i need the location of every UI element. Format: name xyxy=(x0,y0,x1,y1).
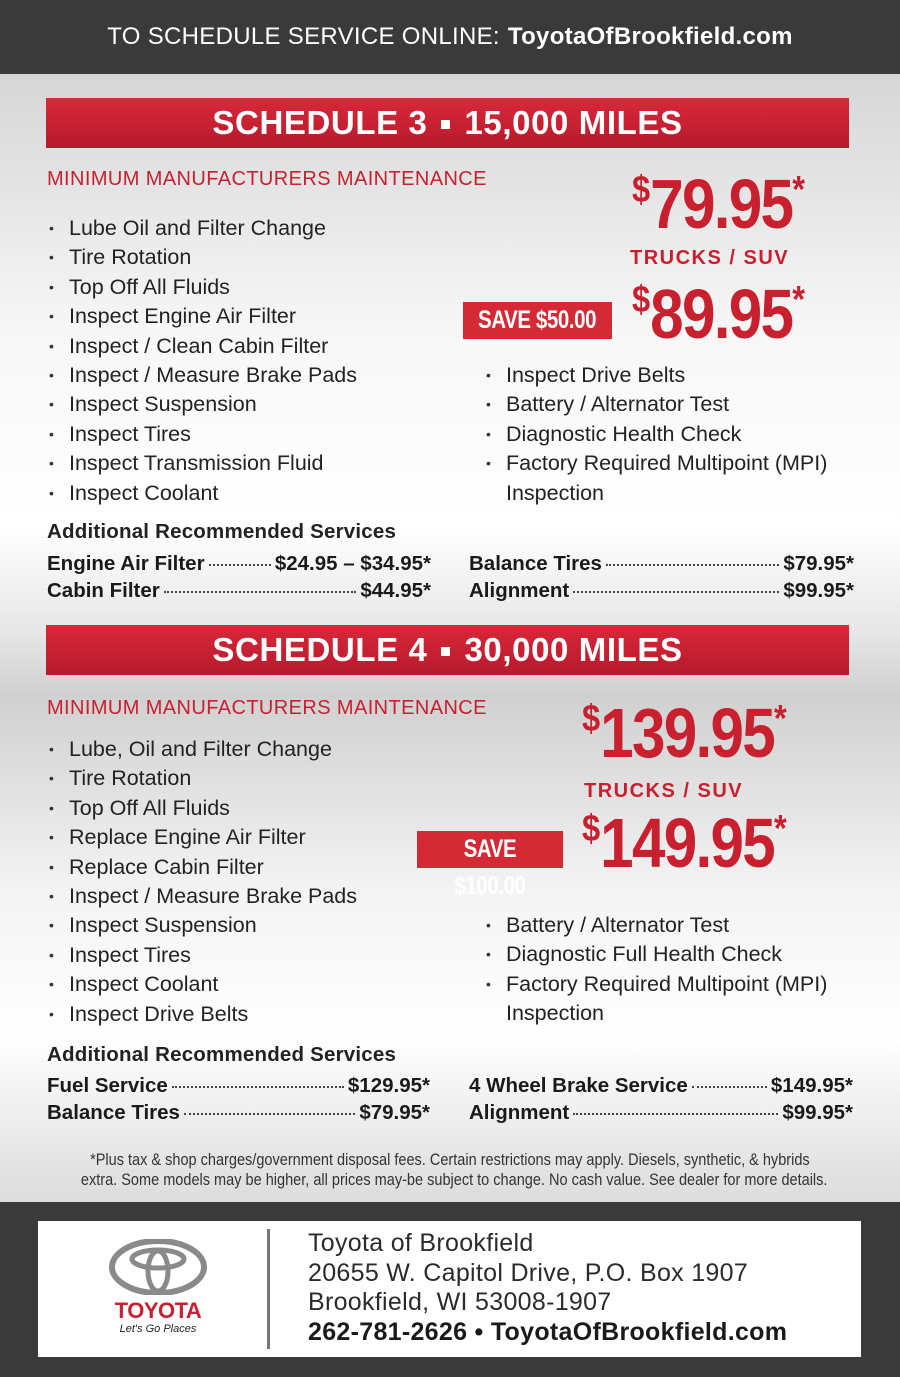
schedule-3-left-list xyxy=(47,214,467,508)
list-item: • Factory Required Multipoint (MPI) Inspection xyxy=(484,970,874,1029)
list-item: • Tire Rotation xyxy=(47,243,467,272)
list-item: • Inspect / Measure Brake Pads xyxy=(47,361,467,390)
separator-dot xyxy=(441,120,450,129)
schedule-4-left-list xyxy=(47,735,467,1029)
toyota-logo xyxy=(108,1239,208,1335)
divider xyxy=(267,1229,270,1349)
list-item: • Inspect Tires xyxy=(47,941,467,970)
service-row: Engine Air Filter $24.95 – $34.95* xyxy=(47,552,431,575)
schedule-4-title: SCHEDULE 4 xyxy=(212,631,428,668)
schedule-online-label: TO SCHEDULE SERVICE ONLINE: xyxy=(107,23,500,50)
list-item: • Inspect Suspension xyxy=(47,390,467,419)
dealer-info xyxy=(308,1229,787,1347)
list-item: • Inspect Transmission Fluid xyxy=(47,449,467,478)
service-sheet xyxy=(0,74,900,1202)
dealer-footer xyxy=(38,1221,861,1357)
schedule-3-right-list xyxy=(484,361,874,508)
list-item: • Inspect Drive Belts xyxy=(47,1000,467,1029)
schedule-4-price-car: $139.95* xyxy=(582,694,786,772)
service-row: Alignment $99.95* xyxy=(469,1101,853,1124)
schedule-4-additional-title: Additional Recommended Services xyxy=(47,1043,397,1066)
list-item: • Inspect Drive Belts xyxy=(484,361,874,390)
schedule-4-price-truck: $149.95* xyxy=(582,804,786,882)
separator-dot xyxy=(441,647,450,656)
schedule-3-price-car: $79.95* xyxy=(632,165,804,243)
schedule-3-save-badge: SAVE $50.00 xyxy=(463,302,612,339)
list-item: • Replace Engine Air Filter xyxy=(47,823,467,852)
toyota-wordmark: TOYOTA xyxy=(114,1298,202,1323)
schedule-4-right-list xyxy=(484,911,874,1029)
service-row: Cabin Filter $44.95* xyxy=(47,579,431,602)
schedule-3-additional-title: Additional Recommended Services xyxy=(47,520,397,543)
list-item: • Factory Required Multipoint (MPI) Inspection xyxy=(484,449,874,508)
schedule-3-miles: 15,000 MILES xyxy=(464,104,683,141)
dealer-address-line-1: 20655 W. Capitol Drive, P.O. Box 1907 xyxy=(308,1258,749,1287)
list-item: • Lube, Oil and Filter Change xyxy=(47,735,467,764)
list-item: • Top Off All Fluids xyxy=(47,273,467,302)
top-bar xyxy=(0,0,900,74)
list-item: • Diagnostic Health Check xyxy=(484,420,874,449)
list-item: • Inspect Coolant xyxy=(47,479,467,508)
dealer-name: Toyota of Brookfield xyxy=(308,1229,534,1257)
list-item: • Inspect / Clean Cabin Filter xyxy=(47,332,467,361)
list-item: • Inspect Coolant xyxy=(47,970,467,999)
schedule-4-subhead: MINIMUM MANUFACTURERS MAINTENANCE xyxy=(47,697,487,719)
list-item: • Battery / Alternator Test xyxy=(484,911,874,940)
schedule-3-price-truck: $89.95* xyxy=(632,275,804,353)
tagline: Let's Go Places xyxy=(119,1323,197,1335)
list-item: • Inspect Suspension xyxy=(47,911,467,940)
dealer-address-line-2: Brookfield, WI 53008-1907 xyxy=(308,1288,612,1316)
service-row: Alignment $99.95* xyxy=(469,579,854,602)
service-row: 4 Wheel Brake Service $149.95* xyxy=(469,1074,853,1097)
list-item: • Diagnostic Full Health Check xyxy=(484,940,874,969)
schedule-3-title: SCHEDULE 3 xyxy=(212,104,428,141)
disclaimer: *Plus tax & shop charges/government disposal fees. Certain restrictions may apply. Diesels, synthetic, & hybrids extra. Some models may be higher, all prices may-be subject to change. No cash value. See dealer for more details. xyxy=(80,1151,828,1189)
list-item: • Replace Cabin Filter xyxy=(47,853,467,882)
list-item: • Battery / Alternator Test xyxy=(484,390,874,419)
service-row: Balance Tires $79.95* xyxy=(469,552,854,575)
schedule-3-banner xyxy=(46,98,849,148)
dealer-contact[interactable]: 262-781-2626 • ToyotaOfBrookfield.com xyxy=(308,1317,788,1346)
toyota-emblem-icon xyxy=(108,1239,208,1295)
schedule-4-trucks-label: TRUCKS / SUV xyxy=(584,780,744,802)
service-row: Balance Tires $79.95* xyxy=(47,1101,430,1124)
list-item: • Tire Rotation xyxy=(47,764,467,793)
list-item: • Inspect Tires xyxy=(47,420,467,449)
schedule-4-banner xyxy=(46,625,849,675)
list-item: • Inspect Engine Air Filter xyxy=(47,302,467,331)
schedule-3-subhead: MINIMUM MANUFACTURERS MAINTENANCE xyxy=(47,168,487,190)
schedule-4-miles: 30,000 MILES xyxy=(464,631,683,668)
list-item: • Lube Oil and Filter Change xyxy=(47,214,467,243)
service-row: Fuel Service $129.95* xyxy=(47,1074,430,1097)
schedule-4-save-badge: SAVE $100.00 xyxy=(417,831,563,868)
list-item: • Top Off All Fluids xyxy=(47,794,467,823)
schedule-3-trucks-label: TRUCKS / SUV xyxy=(630,247,790,269)
list-item: • Inspect / Measure Brake Pads xyxy=(47,882,467,911)
website-link[interactable]: ToyotaOfBrookfield.com xyxy=(507,23,793,50)
